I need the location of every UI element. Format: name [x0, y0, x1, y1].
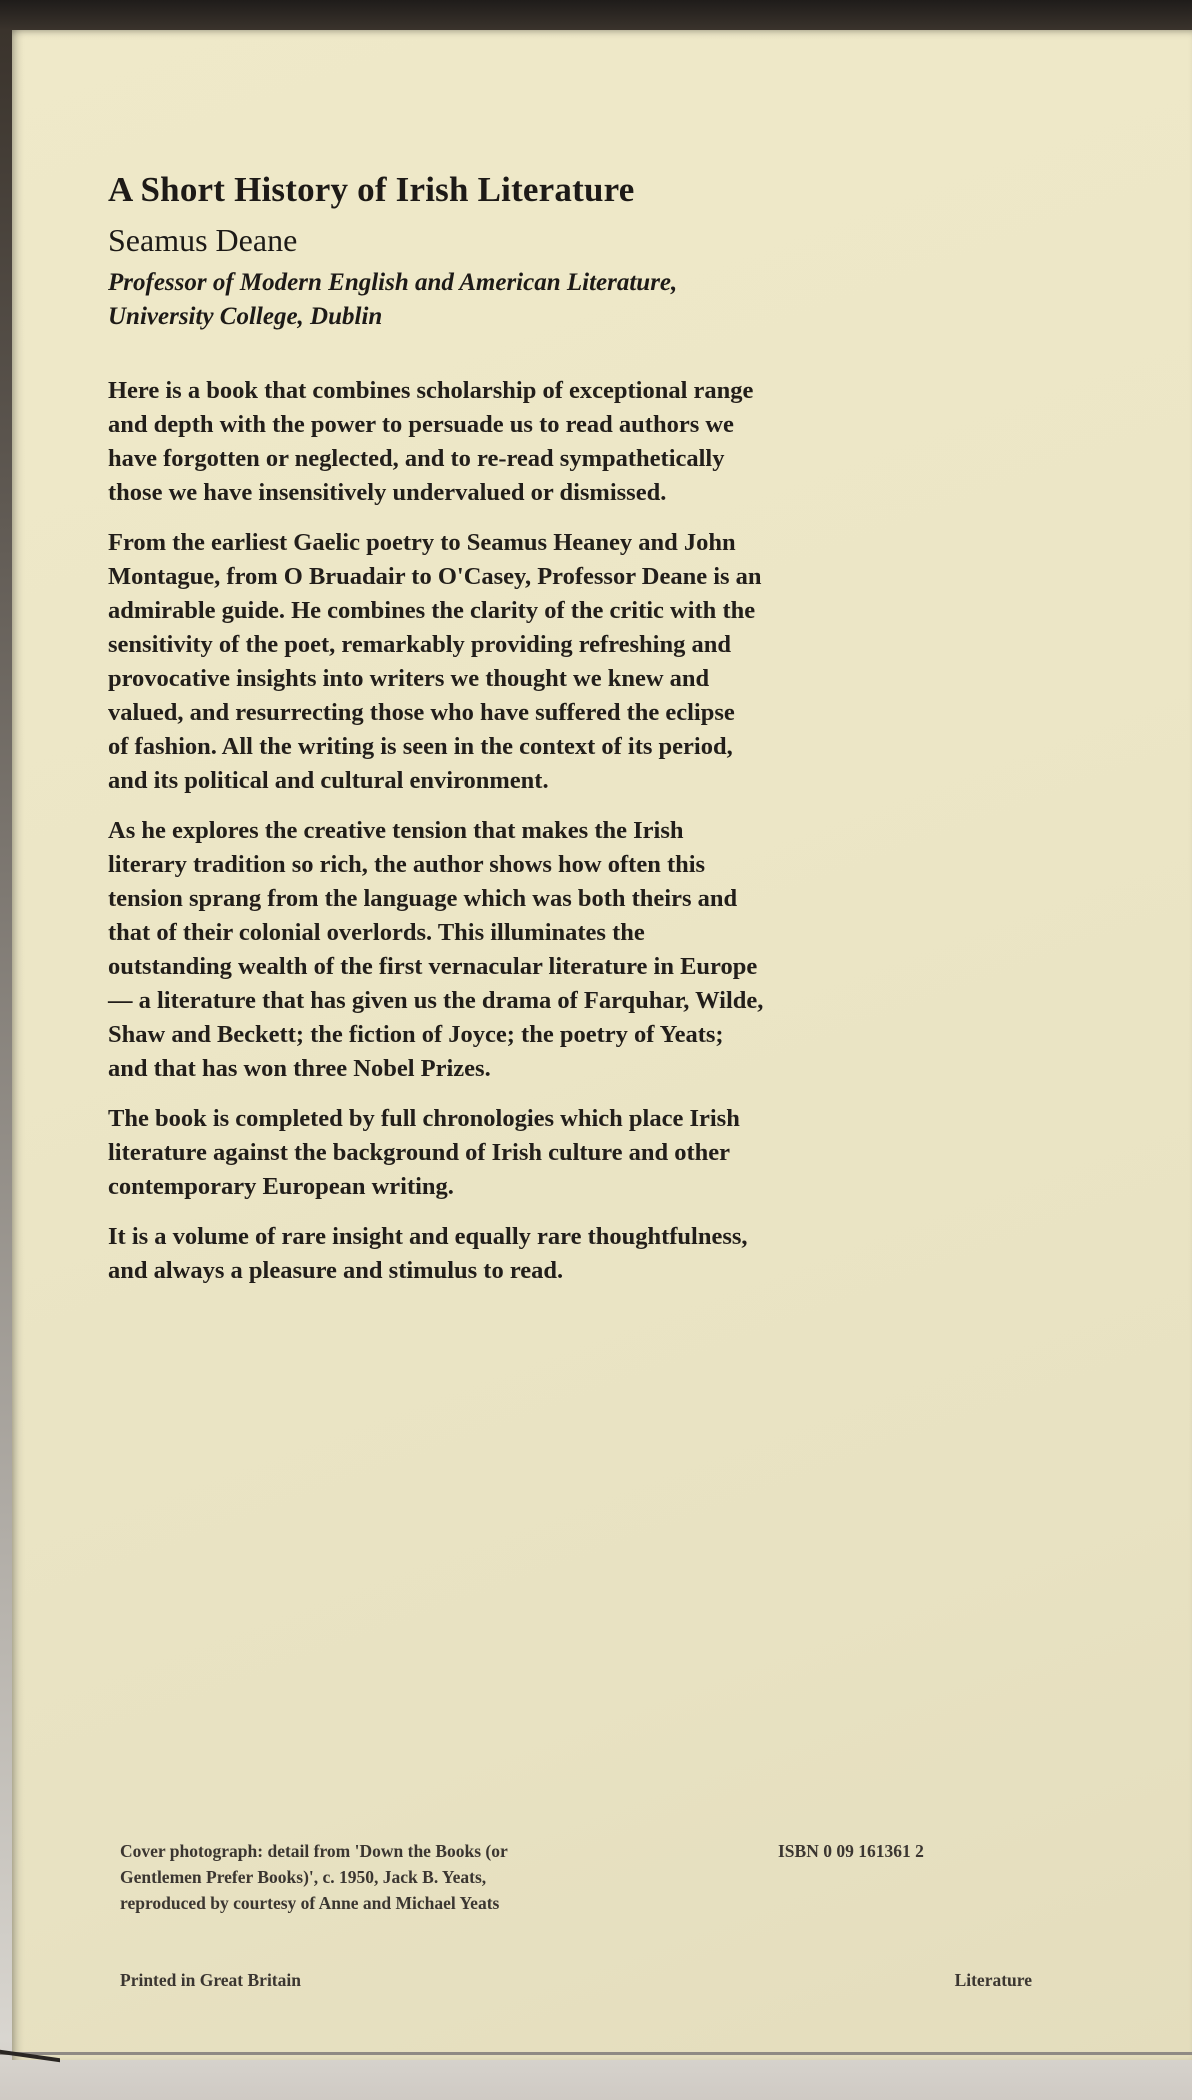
blurb-line: those we have insensitively undervalued or dismissed. [108, 479, 667, 506]
affiliation-line: Professor of Modern English and American Literature, [108, 269, 678, 296]
blurb-line: Shaw and Beckett; the fiction of Joyce; the poetry of Yeats; [108, 1021, 724, 1048]
cover-bottom-edge [0, 2052, 1192, 2055]
cover-photo-credit [120, 1838, 508, 1916]
blurb-line: and always a pleasure and stimulus to read. [108, 1257, 564, 1284]
blurb-line: As he explores the creative tension that makes the Irish [108, 817, 684, 844]
credit-line: reproduced by courtesy of Anne and Michael Yeats [120, 1893, 500, 1913]
book-title: A Short History of Irish Literature [108, 170, 635, 209]
blurb-paragraph-3 [108, 814, 1028, 1086]
blurb-paragraph-2 [108, 526, 1028, 798]
blurb-line: From the earliest Gaelic poetry to Seamus Heaney and John [108, 529, 736, 556]
blurb-paragraph-4 [108, 1102, 1028, 1204]
blurb-line: of fashion. All the writing is seen in the context of its period, [108, 733, 733, 760]
blurb [108, 374, 1028, 1304]
blurb-line: contemporary European writing. [108, 1173, 454, 1200]
blurb-line: literature against the background of Irish culture and other [108, 1139, 731, 1166]
blurb-line: and depth with the power to persuade us to read authors we [108, 411, 734, 438]
blurb-line: — a literature that has given us the drama of Farquhar, Wilde, [108, 987, 764, 1014]
affiliation-line: University College, Dublin [108, 303, 383, 330]
blurb-line: literary tradition so rich, the author shows how often this [108, 851, 706, 878]
blurb-line: Montague, from O Bruadair to O'Casey, Professor Deane is an [108, 563, 762, 590]
blurb-paragraph-5 [108, 1220, 1028, 1288]
book-author: Seamus Deane [108, 222, 298, 258]
category-label: Literature [954, 1970, 1032, 1990]
printed-in: Printed in Great Britain [120, 1970, 301, 1990]
blurb-line: sensitivity of the poet, remarkably providing refreshing and [108, 631, 731, 658]
blurb-line: and that has won three Nobel Prizes. [108, 1055, 491, 1082]
author-affiliation [108, 266, 1008, 334]
credit-line: Cover photograph: detail from 'Down the Books (or [120, 1841, 508, 1861]
blurb-paragraph-1 [108, 374, 1028, 510]
blurb-line: It is a volume of rare insight and equally rare thoughtfulness, [108, 1223, 748, 1250]
back-cover [12, 30, 1192, 2060]
blurb-line: valued, and resurrecting those who have suffered the eclipse [108, 699, 735, 726]
blurb-line: The book is completed by full chronologies which place Irish [108, 1105, 740, 1132]
blurb-line: that of their colonial overlords. This illuminates the [108, 919, 645, 946]
blurb-line: and its political and cultural environment. [108, 767, 549, 794]
blurb-line: outstanding wealth of the first vernacular literature in Europe [108, 953, 758, 980]
blurb-line: Here is a book that combines scholarship of exceptional range [108, 377, 754, 404]
blurb-line: provocative insights into writers we thought we knew and [108, 665, 710, 692]
credit-line: Gentlemen Prefer Books)', c. 1950, Jack B. Yeats, [120, 1867, 487, 1887]
blurb-line: admirable guide. He combines the clarity of the critic with the [108, 597, 756, 624]
blurb-line: have forgotten or neglected, and to re-read sympathetically [108, 445, 725, 472]
isbn: ISBN 0 09 161361 2 [778, 1841, 924, 1861]
blurb-line: tension sprang from the language which was both theirs and [108, 885, 738, 912]
